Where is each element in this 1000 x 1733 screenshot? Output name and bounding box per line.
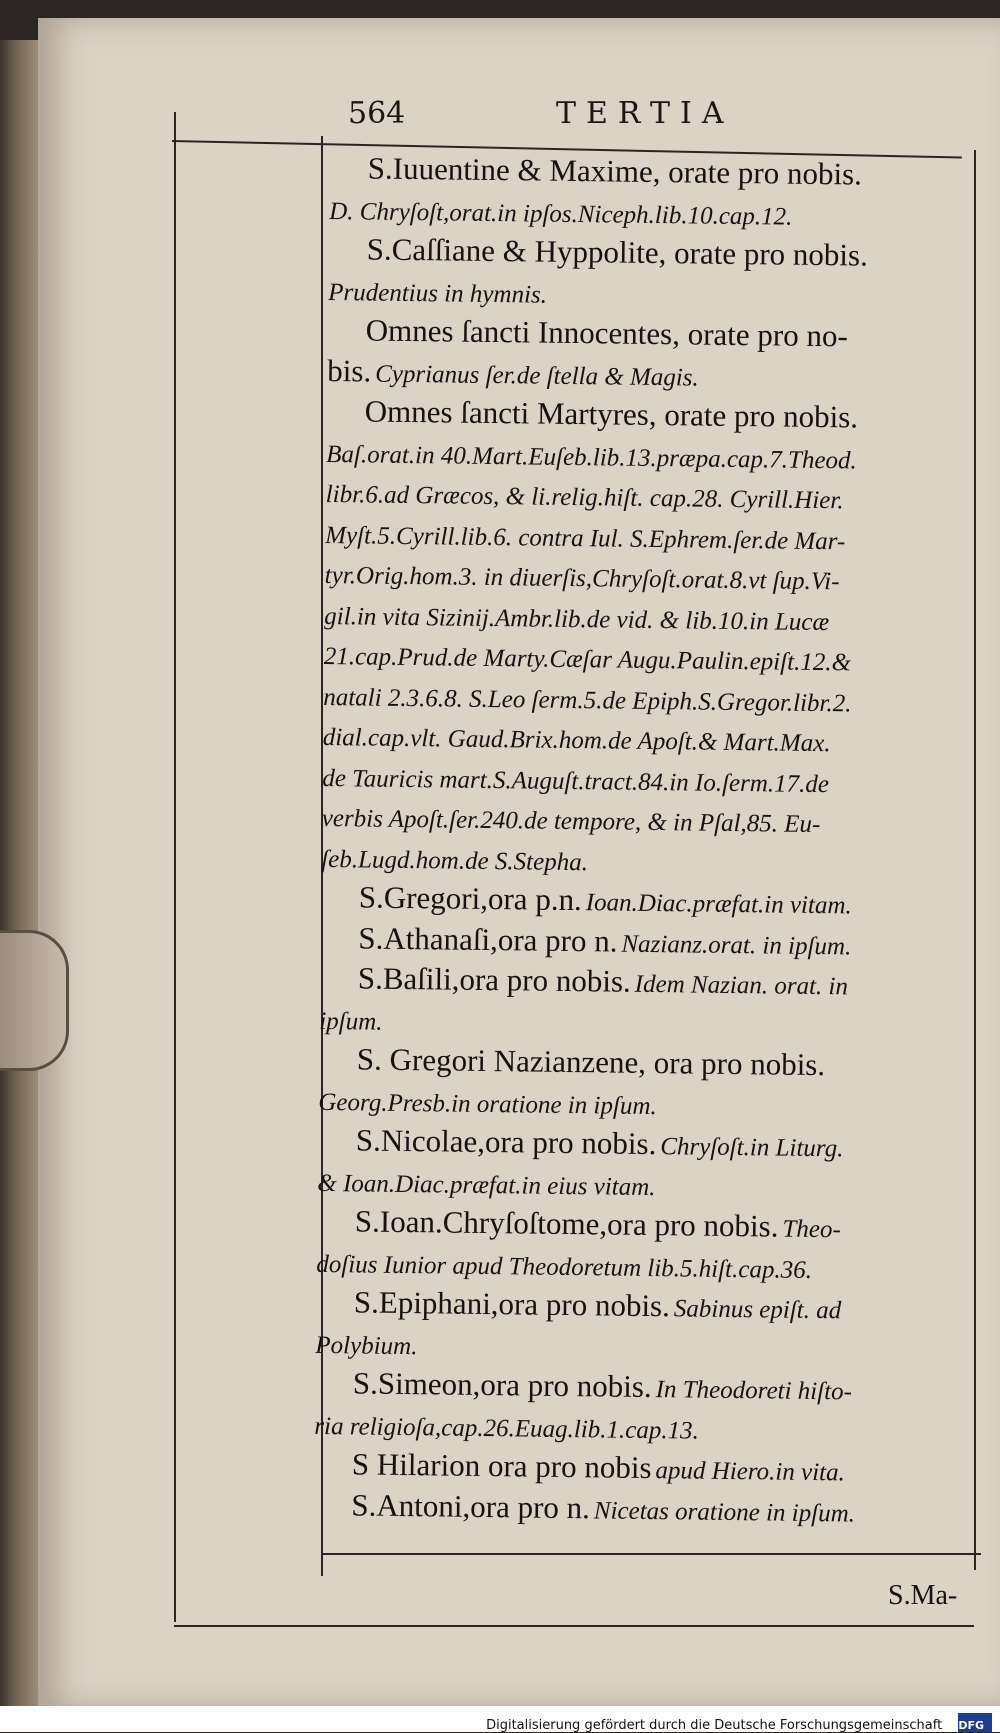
roman-text: S.Simeon,ora pro nobis. [353, 1365, 652, 1404]
roman-text: Omnes ſancti Innocentes, orate pro no- [366, 312, 848, 353]
italic-citation: Chryſoſt.in Liturg. [660, 1133, 843, 1162]
roman-text: S.Ioan.Chryſoſtome,ora pro nobis. [355, 1203, 779, 1243]
italic-citation: ſeb.Lugd.hom.de S.Stepha. [321, 845, 588, 875]
roman-text: Omnes ſancti Martyres, orate pro nobis. [365, 393, 859, 434]
text-line [321, 877, 969, 925]
page-clasp [0, 930, 69, 1071]
text-line [327, 391, 975, 439]
italic-citation: Nicetas oratione in ipſum. [594, 1497, 855, 1527]
italic-citation: de Tauricis mart.S.Auguſt.tract.84.in Io.ſerm.17.de [322, 764, 829, 797]
roman-text: S.Athanaſi,ora pro n. [358, 920, 618, 958]
roman-text: S.Gregori,ora p.n. [359, 879, 582, 917]
digitization-footer [0, 1706, 1000, 1732]
text-line [324, 634, 972, 682]
running-title: TERTIA [556, 96, 734, 131]
italic-citation: Prudentius in hymnis. [328, 278, 547, 308]
dfg-logo: DFG [958, 1713, 992, 1732]
text-line [322, 796, 970, 844]
text-line [313, 1484, 961, 1532]
italic-citation: natali 2.3.6.8. S.Leo ſerm.5.de Epiph.S.Gregor.libr.2. [323, 683, 852, 716]
text-line [320, 958, 968, 1006]
text-line [316, 1282, 964, 1330]
italic-citation: Ioan.Diac.præfat.in vitam. [586, 889, 852, 919]
roman-text: S.Antoni,ora pro n. [351, 1487, 590, 1525]
italic-citation: Polybium. [315, 1331, 417, 1359]
outer-margin-rule [174, 112, 176, 1622]
italic-citation: & Ioan.Diac.præfat.in eius vitam. [317, 1169, 655, 1200]
text-line [328, 310, 976, 358]
text-line [329, 229, 977, 277]
italic-citation: ipſum. [319, 1007, 383, 1035]
roman-text: S.Nicolae,ora pro nobis. [356, 1122, 657, 1161]
italic-citation: tyr.Orig.hom.3. in diuerſis,Chryſoſt.orat.8.vt ſup.Vi- [325, 562, 840, 595]
roman-text: S.Caſſiane & Hyppolite, orate pro nobis. [367, 231, 868, 272]
italic-citation: Baſ.orat.in 40.Mart.Euſeb.lib.13.præpa.cap.7.Theod. [326, 440, 857, 473]
page-number: 564 [348, 96, 405, 131]
italic-citation: Theo- [782, 1216, 841, 1244]
text-line [330, 148, 978, 196]
page-header [348, 96, 968, 136]
roman-text: S. Gregori Nazianzene, ora pro nobis. [357, 1041, 826, 1082]
text-line [326, 472, 974, 520]
italic-citation: verbis Apoſt.ſer.240.de tempore, & in Pſal,85. Eu- [322, 805, 821, 838]
italic-citation: libr.6.ad Græcos, & li.relig.hiſt. cap.28. Cyrill.Hier. [326, 481, 844, 514]
italic-citation: apud Hiero.in vita. [655, 1457, 845, 1486]
roman-text: S.Epiphani,ora pro nobis. [354, 1284, 670, 1323]
text-line [314, 1444, 962, 1492]
footer-rule [174, 1625, 974, 1627]
roman-text: bis. [327, 352, 371, 388]
text-line [317, 1201, 965, 1249]
text-line [318, 1120, 966, 1168]
italic-citation: Myſt.5.Cyrill.lib.6. contra Iul. S.Ephrem.ſer.de Mar- [325, 521, 845, 554]
roman-text: S.Iuuentine & Maxime, orate pro nobis. [368, 150, 863, 191]
italic-citation: Idem Nazian. orat. in [635, 971, 849, 1001]
text-line [319, 1039, 967, 1087]
italic-citation: Sabinus epiſt. ad [674, 1295, 842, 1324]
catchword: S.Ma- [888, 1580, 957, 1612]
italic-citation: In Theodoreti hiſto- [656, 1376, 853, 1405]
italic-citation: Georg.Presb.in oratione in ipſum. [318, 1088, 657, 1119]
italic-citation: gil.in vita Sizinij.Ambr.lib.de vid. & lib.10.in Lucæ [324, 602, 829, 635]
text-line [323, 715, 971, 763]
italic-citation: 21.cap.Prud.de Marty.Cæſar Augu.Paulin.epiſt.12.& [324, 643, 852, 676]
text-bottom-rule [321, 1553, 981, 1555]
roman-text: S Hilarion ora pro nobis [352, 1446, 652, 1485]
italic-citation: Nazianz.orat. in ipſum. [621, 930, 851, 960]
footer-text: Digitalisierung gefördert durch die Deutsche Forschungsgemeinschaft [486, 1712, 950, 1733]
italic-citation: ria religioſa,cap.26.Euag.lib.1.cap.13. [314, 1412, 699, 1444]
text-line [325, 553, 973, 601]
italic-citation: doſius Iunior apud Theodoretum lib.5.hiſt.cap.36. [316, 1250, 812, 1283]
text-line [315, 1363, 963, 1411]
italic-citation: D. Chryſoſt,orat.in ipſos.Niceph.lib.10.cap.12. [329, 197, 792, 230]
text-block [313, 148, 978, 1533]
roman-text: S.Baſili,ora pro nobis. [358, 960, 631, 998]
italic-citation: dial.cap.vlt. Gaud.Brix.hom.de Apoſt.& Mart.Max. [323, 724, 831, 757]
italic-citation: Cyprianus ſer.de ſtella & Magis. [375, 360, 699, 391]
